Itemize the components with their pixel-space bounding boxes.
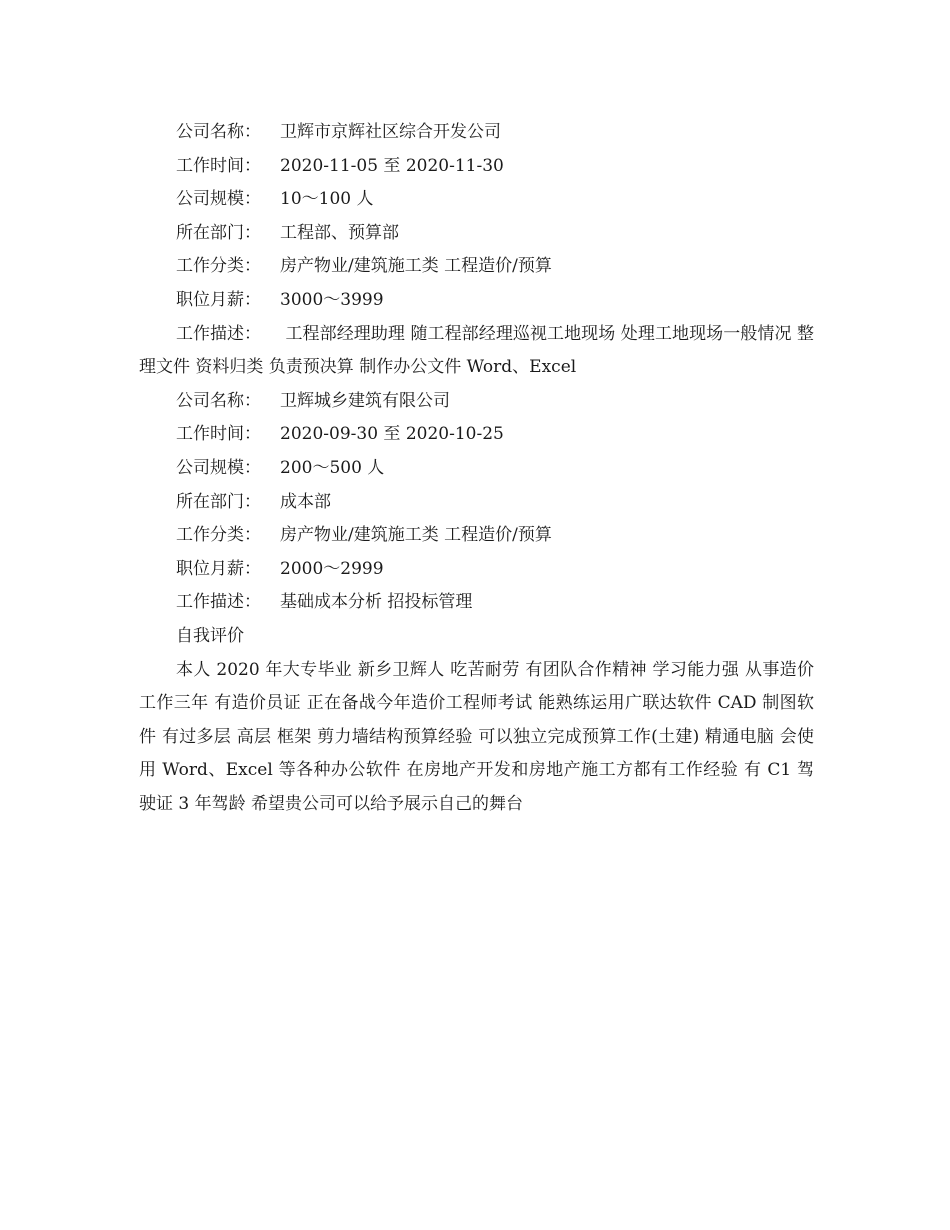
job-2-department: 成本部 xyxy=(280,491,331,512)
job-1-salary: 3000～3999 xyxy=(280,289,384,310)
job-2-category-label: 工作分类： xyxy=(176,525,261,546)
job-2-company-label: 公司名称： xyxy=(176,390,261,411)
job-1-company-row xyxy=(139,116,814,150)
job-1-category-label: 工作分类： xyxy=(176,256,261,277)
job-1-description-label: 工作描述： xyxy=(176,323,261,344)
job-2-company: 卫辉城乡建筑有限公司 xyxy=(280,390,450,411)
job-1-description-paragraph xyxy=(139,318,814,385)
job-2-scale-row xyxy=(139,452,814,486)
job-1-department-label: 所在部门： xyxy=(176,222,261,243)
job-1-department-row xyxy=(139,217,814,251)
job-2-salary-label: 职位月薪： xyxy=(176,558,261,579)
job-1-company-label: 公司名称： xyxy=(176,122,261,142)
self-evaluation-text: 本人 2020 年大专毕业 新乡卫辉人 吃苦耐劳 有团队合作精神 学习能力强 从事造价工作三年 有造价员证 正在备战今年造价工程师考试 能熟练运用广联达软件 CAD 制图软件 有过多层 高层 框架 剪力墙结构预算经验 可以独立完成预算工作(土建) 精通电脑 会使用 Word、Excel 等各种办公软件 在房地产开发和房地产施工方都有工作经验 有 C1 驾驶证 3 年驾龄 希望贵公司可以给予展示自己的舞台 xyxy=(139,659,814,814)
job-2-category-row xyxy=(139,519,814,553)
job-2-description-label: 工作描述： xyxy=(176,592,261,613)
job-2-time: 2020-09-30 至 2020-10-25 xyxy=(280,424,504,445)
job-2-salary: 2000～2999 xyxy=(280,558,384,579)
job-2-department-label: 所在部门： xyxy=(176,491,261,512)
job-2-company-row xyxy=(139,385,814,419)
self-evaluation-heading: 自我评价 xyxy=(176,625,244,646)
job-1-time: 2020-11-05 至 2020-11-30 xyxy=(280,155,504,176)
job-2-time-label: 工作时间： xyxy=(176,424,261,445)
job-1-scale-row xyxy=(139,183,814,217)
job-2-scale: 200～500 人 xyxy=(280,457,385,478)
job-2-description: 基础成本分析 招投标管理 xyxy=(280,592,473,613)
job-1-category: 房产物业/建筑施工类 工程造价/预算 xyxy=(280,256,552,277)
job-1-description: 工程部经理助理 随工程部经理巡视工地现场 处理工地现场一般情况 整理文件 资料归类 负责预决算 制作办公文件 Word、Excel xyxy=(139,323,814,378)
job-2-scale-label: 公司规模： xyxy=(176,457,261,478)
job-1-company: 卫辉市京辉社区综合开发公司 xyxy=(280,122,501,142)
job-1-time-row xyxy=(139,150,814,184)
job-1-scale-label: 公司规模： xyxy=(176,189,261,210)
job-1-time-label: 工作时间： xyxy=(176,155,261,176)
job-1-salary-label: 职位月薪： xyxy=(176,289,261,310)
job-1-scale: 10～100 人 xyxy=(280,189,374,210)
job-1-category-row xyxy=(139,250,814,284)
job-2-department-row xyxy=(139,486,814,520)
job-2-category: 房产物业/建筑施工类 工程造价/预算 xyxy=(280,525,552,546)
job-2-description-row xyxy=(139,586,814,620)
job-1-salary-row xyxy=(139,284,814,318)
job-2-salary-row xyxy=(139,553,814,587)
resume-content xyxy=(139,116,814,821)
job-2-time-row xyxy=(139,418,814,452)
job-1-department: 工程部、预算部 xyxy=(280,222,399,243)
